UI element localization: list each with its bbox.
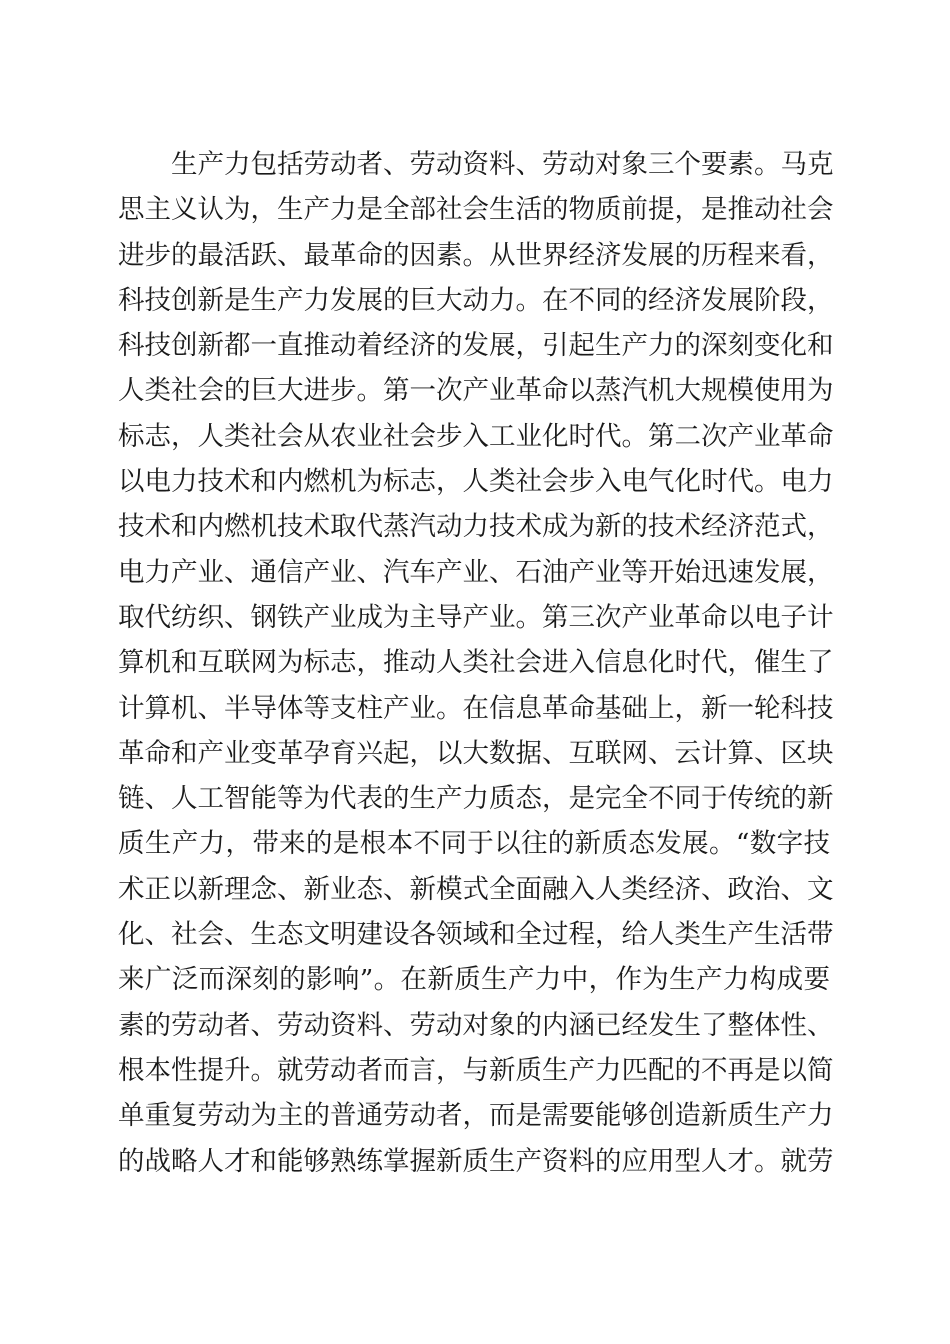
paragraph-line: 科技创新都一直推动着经济的发展，引起生产力的深刻变化和 [118,330,834,362]
paragraph-line: 革命和产业变革孕育兴起，以大数据、互联网、云计算、区块 [118,737,834,769]
paragraph-line: 根本性提升。就劳动者而言，与新质生产力匹配的不再是以简 [118,1054,834,1086]
paragraph-line: 质生产力，带来的是根本不同于以往的新质态发展。“数字技 [118,828,830,860]
paragraph-line: 算机和互联网为标志，推动人类社会进入信息化时代，催生了 [118,647,834,679]
paragraph-line: 技术和内燃机技术取代蒸汽动力技术成为新的技术经济范式， [118,511,834,543]
paragraph-line: 以电力技术和内燃机为标志，人类社会步入电气化时代。电力 [118,466,834,498]
paragraph-line: 单重复劳动为主的普通劳动者，而是需要能够创造新质生产力 [118,1100,834,1132]
paragraph-line: 人类社会的巨大进步。第一次产业革命以蒸汽机大规模使用为 [118,375,834,407]
paragraph-line: 计算机、半导体等支柱产业。在信息革命基础上，新一轮科技 [118,692,834,724]
paragraph-line: 来广泛而深刻的影响”。在新质生产力中，作为生产力构成要 [118,964,830,996]
paragraph-line: 链、人工智能等为代表的生产力质态，是完全不同于传统的新 [118,783,834,815]
paragraph-line: 电力产业、通信产业、汽车产业、石油产业等开始迅速发展， [118,556,834,588]
paragraph-line: 思主义认为，生产力是全部社会生活的物质前提，是推动社会 [118,194,834,226]
paragraph-line: 科技创新是生产力发展的巨大动力。在不同的经济发展阶段， [118,284,834,316]
paragraph-line: 的战略人才和能够熟练掌握新质生产资料的应用型人才。就劳 [118,1145,834,1177]
paragraph-line: 素的劳动者、劳动资料、劳动对象的内涵已经发生了整体性、 [118,1009,834,1041]
paragraph-line: 生产力包括劳动者、劳动资料、劳动对象三个要素。马克 [171,149,834,180]
paragraph-line: 进步的最活跃、最革命的因素。从世界经济发展的历程来看， [118,239,834,271]
paragraph-line: 术正以新理念、新业态、新模式全面融入人类经济、政治、文 [118,873,834,905]
body-paragraph [118,142,834,1184]
paragraph-line: 化、社会、生态文明建设各领域和全过程，给人类生产生活带 [118,919,834,951]
paragraph-line: 取代纺织、钢铁产业成为主导产业。第三次产业革命以电子计 [118,601,834,633]
paragraph-line: 标志，人类社会从农业社会步入工业化时代。第二次产业革命 [118,420,834,452]
